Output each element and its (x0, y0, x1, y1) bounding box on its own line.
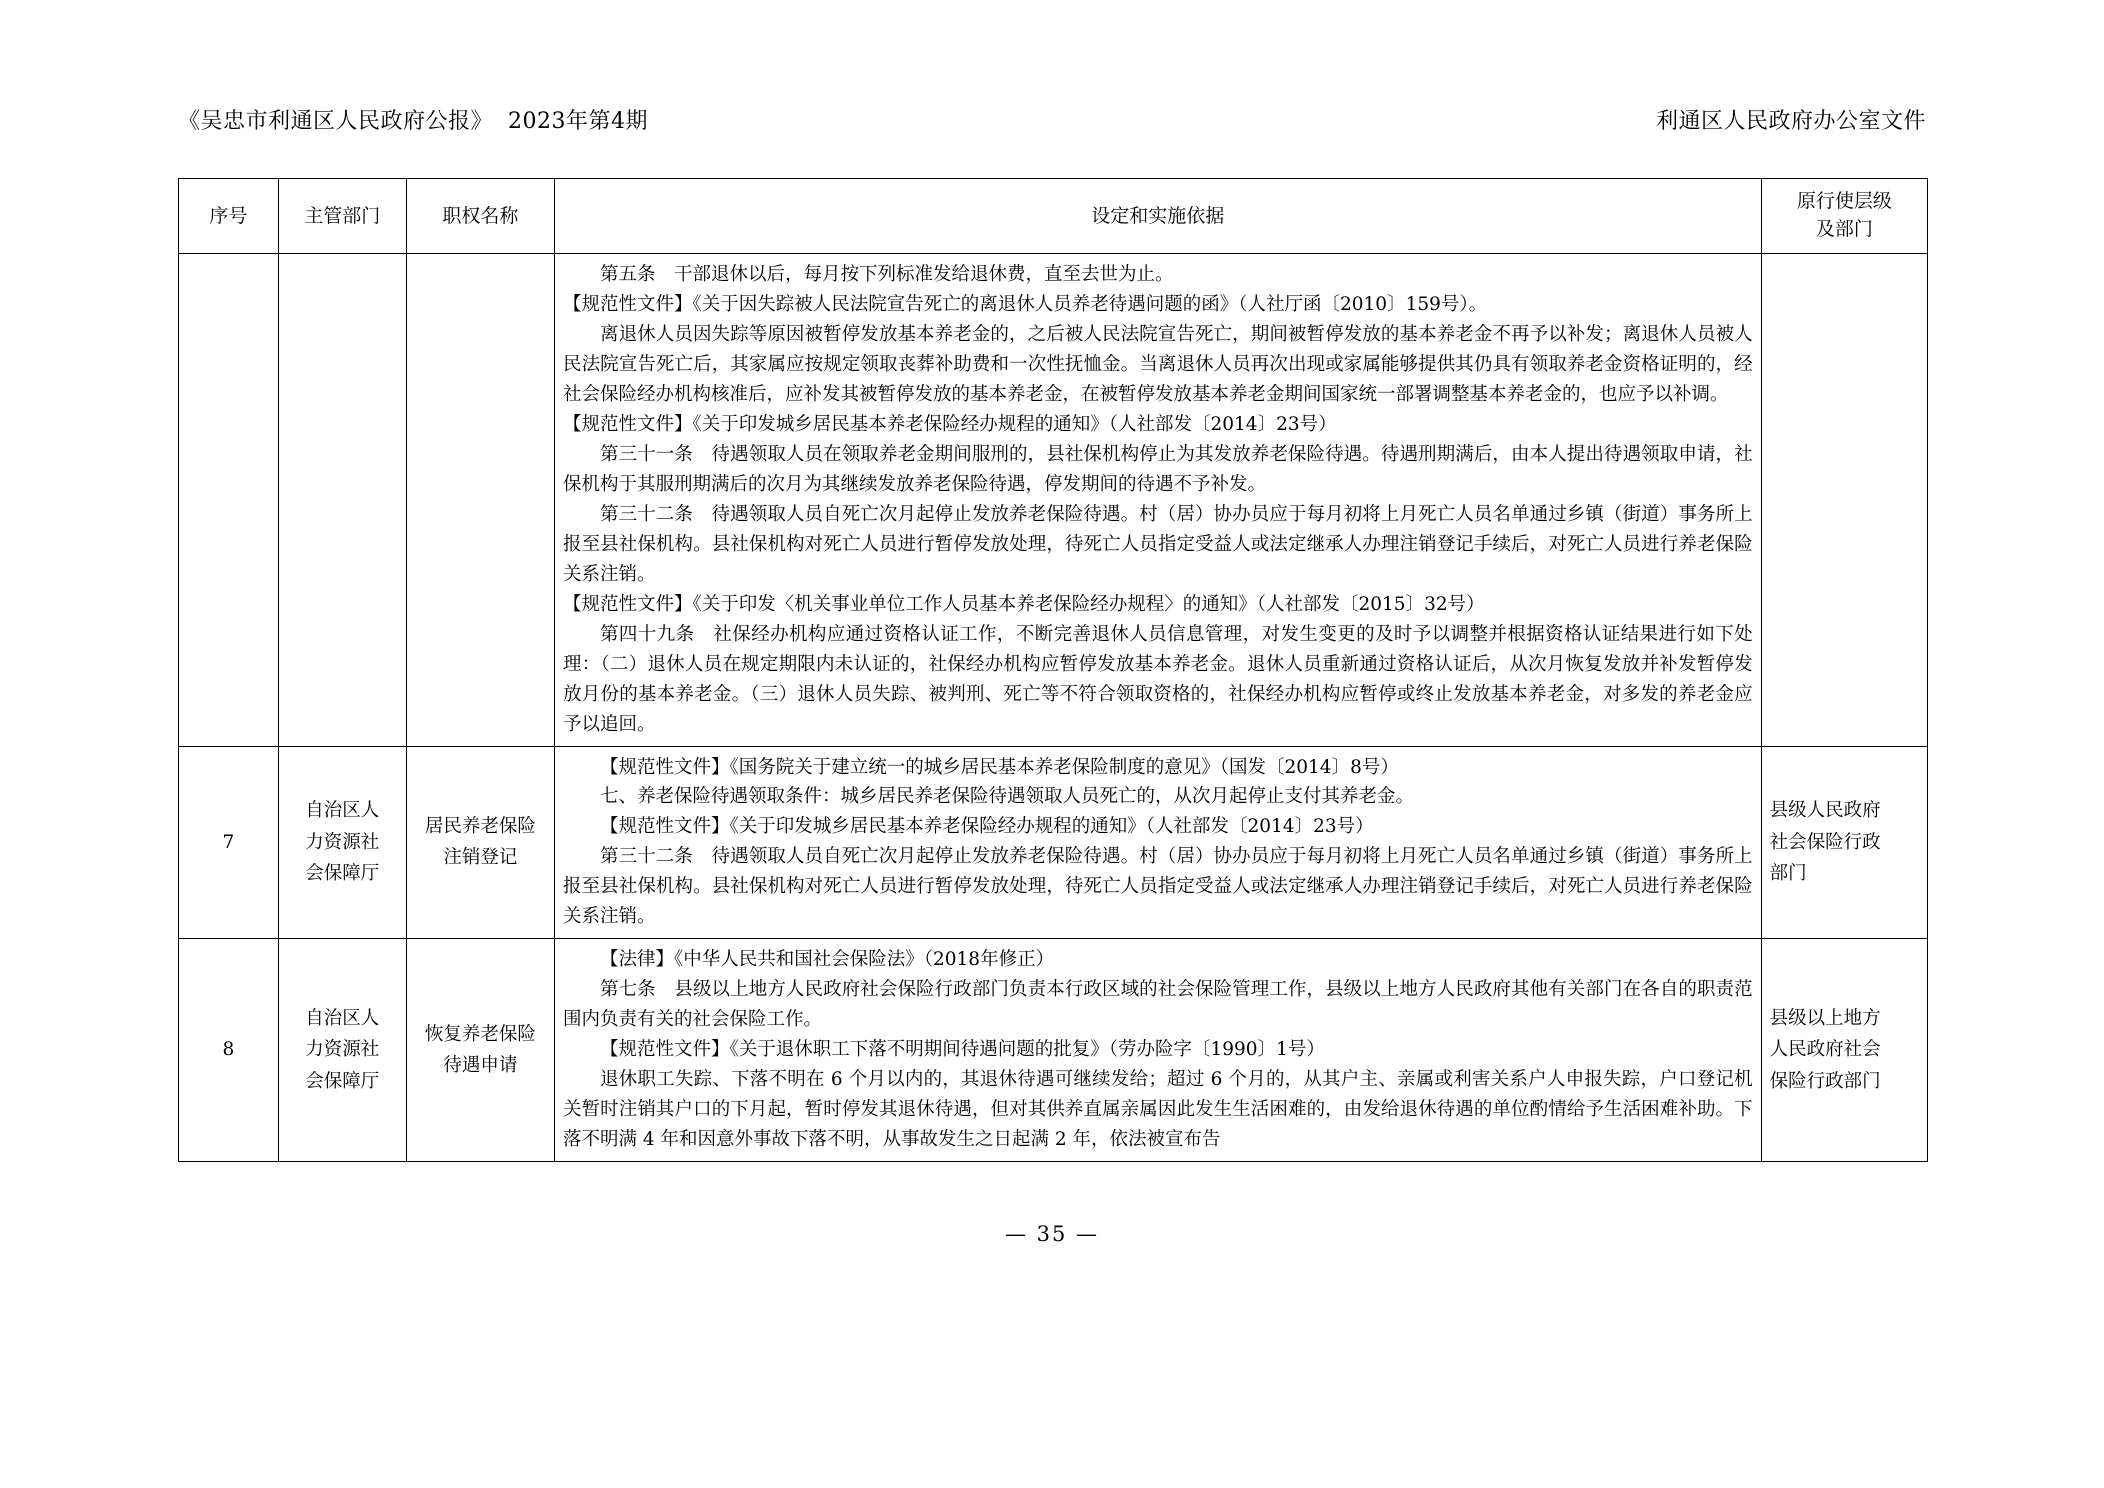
cell-power-name: 居民养老保险 注销登记 (406, 746, 554, 939)
legal-basis-paragraph: 第七条 县级以上地方人民政府社会保险行政部门负责本行政区域的社会保险管理工作，县级以上地方人民政府其他有关部门在各自的职责范围内负责有关的社会保险工作。 (562, 979, 1753, 1031)
legal-basis-paragraph: 第四十九条 社保经办机构应通过资格认证工作，不断完善退休人员信息管理，对发生变更的及时予以调整并根据资格认证结果进行如下处理：（二）退休人员在规定期限内未认证的，社保经办机构应暂停发放基本养老金。退休人员重新通过资格认证后，从次月恢复发放并补发暂停发放月份的基本养老金。（三）退休人员失踪、被判刑、死亡等不符合领取资格的，社保经办机构应暂停或终止发放基本养老金，对多发的养老金应予以追回。 (562, 623, 1753, 735)
cell-department: 自治区人 力资源社 会保障厅 (278, 939, 406, 1162)
column-header-level (1761, 179, 1927, 254)
legal-basis-paragraph: 【规范性文件】《关于因失踪被人民法院宣告死亡的离退休人员养老待遇问题的函》（人社厅函〔2010〕159号）。 (562, 293, 1488, 315)
cell-seq (179, 254, 279, 747)
legal-basis-paragraph: 【法律】《中华人民共和国社会保险法》（2018年修正） (599, 949, 1055, 971)
cell-seq: 7 (179, 746, 279, 939)
legal-basis-paragraph: 离退休人员因失踪等原因被暂停发放基本养老金的，之后被人民法院宣告死亡，期间被暂停发放的基本养老金不再予以补发；离退休人员被人民法院宣告死亡后，其家属应按规定领取丧葬补助费和一次性抚恤金。当离退休人员再次出现或家属能够提供其仍具有领取养老金资格证明的，经社会保险经办机构核准后，应补发其被暂停发放的基本养老金，在被暂停发放基本养老金期间国家统一部署调整基本养老金的，也应予以补调。 (562, 323, 1753, 405)
cell-legal-basis (554, 254, 1761, 747)
page-number: — 35 — (1004, 1222, 1100, 1246)
header-right-title: 利通区人民政府办公室文件 (1655, 109, 1926, 134)
column-header-power: 职权名称 (406, 179, 554, 254)
cell-seq: 8 (179, 939, 279, 1162)
cell-original-level: 县级人民政府 社会保险行政 部门 (1761, 746, 1927, 939)
legal-basis-paragraph: 【规范性文件】《关于印发〈机关事业单位工作人员基本养老保险经办规程〉的通知》（人社部发〔2015〕32号） (562, 593, 1485, 615)
cell-department (278, 254, 406, 747)
column-header-level-line1: 原行使层级 (1796, 190, 1892, 213)
legal-basis-paragraph: 【规范性文件】《关于退休职工下落不明期间待遇问题的批复》（劳办险字〔1990〕1号） (599, 1039, 1325, 1061)
power-list-table (178, 178, 1928, 1162)
cell-original-level: 县级以上地方 人民政府社会 保险行政部门 (1761, 939, 1927, 1162)
legal-basis-paragraph: 第三十二条 待遇领取人员自死亡次月起停止发放养老保险待遇。村（居）协办员应于每月初将上月死亡人员名单通过乡镇（街道）事务所上报至县社保机构。县社保机构对死亡人员进行暂停发放处理，待死亡人员指定受益人或法定继承人办理注销登记手续后，对死亡人员进行养老保险关系注销。 (562, 846, 1753, 928)
cell-power-name (406, 254, 554, 747)
cell-original-level (1761, 254, 1927, 747)
legal-basis-paragraph: 第三十二条 待遇领取人员自死亡次月起停止发放养老保险待遇。村（居）协办员应于每月初将上月死亡人员名单通过乡镇（街道）事务所上报至县社保机构。县社保机构对死亡人员进行暂停发放处理，待死亡人员指定受益人或法定继承人办理注销登记手续后，对死亡人员进行养老保险关系注销。 (562, 503, 1753, 585)
column-header-dept: 主管部门 (278, 179, 406, 254)
header-left-title: 《吴忠市利通区人民政府公报》 2023年第4期 (178, 109, 648, 134)
cell-department: 自治区人 力资源社 会保障厅 (278, 746, 406, 939)
table-row (179, 254, 1928, 747)
table-row (179, 939, 1928, 1162)
cell-legal-basis (554, 746, 1761, 939)
legal-basis-paragraph: 第五条 干部退休以后，每月按下列标准发给退休费，直至去世为止。 (599, 264, 1174, 285)
table-row (179, 746, 1928, 939)
legal-basis-paragraph: 【规范性文件】《关于印发城乡居民基本养老保险经办规程的通知》（人社部发〔2014〕23号） (599, 816, 1374, 838)
legal-basis-paragraph: 【规范性文件】《国务院关于建立统一的城乡居民基本养老保险制度的意见》（国发〔2014〕8号） (599, 756, 1399, 778)
legal-basis-paragraph: 七、养老保险待遇领取条件：城乡居民养老保险待遇领取人员死亡的，从次月起停止支付其养老金。 (599, 786, 1414, 808)
column-header-seq: 序号 (179, 179, 279, 254)
page-footer (0, 1222, 2104, 1246)
cell-legal-basis (554, 939, 1761, 1162)
column-header-level-line2: 及部门 (1815, 218, 1873, 240)
table-header-row (179, 179, 1928, 254)
column-header-basis: 设定和实施依据 (554, 179, 1761, 254)
table-body (179, 254, 1928, 1162)
cell-power-name: 恢复养老保险 待遇申请 (406, 939, 554, 1162)
legal-basis-paragraph: 第三十一条 待遇领取人员在领取养老金期间服刑的，县社保机构停止为其发放养老保险待遇。待遇刑期满后，由本人提出待遇领取申请，社保机构于其服刑期满后的次月为其继续发放养老保险待遇，停发期间的待遇不予补发。 (562, 443, 1753, 495)
legal-basis-paragraph: 退休职工失踪、下落不明在 6 个月以内的，其退休待遇可继续发给；超过 6 个月的，从其户主、亲属或利害关系户人申报失踪，户口登记机关暂时注销其户口的下月起，暂时停发其退休待遇，但对其供养直属亲属因此发生生活困难的，由发给退休待遇的单位酌情给予生活困难补助。下落不明满 4 年和因意外事故下落不明，从事故发生之日起满 2 年，依法被宣布告 (562, 1069, 1753, 1151)
legal-basis-paragraph: 【规范性文件】《关于印发城乡居民基本养老保险经办规程的通知》（人社部发〔2014〕23号） (562, 413, 1337, 435)
page-header (178, 104, 1926, 135)
